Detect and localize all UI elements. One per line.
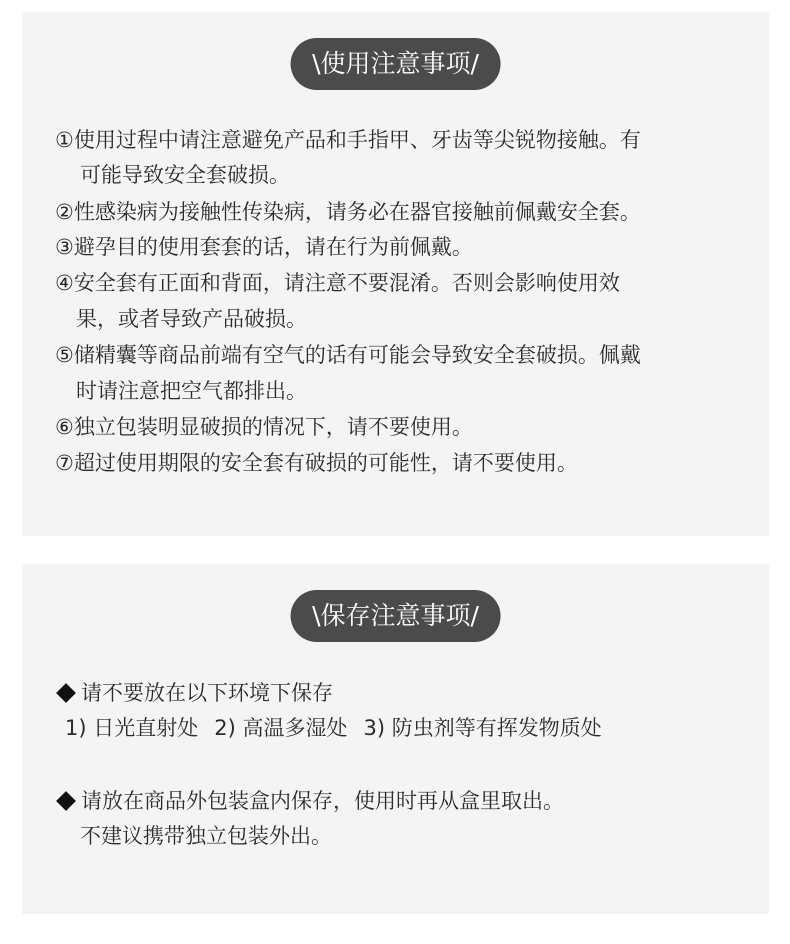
storage-env-3: 3) 防虫剂等有挥发物质处 (363, 716, 602, 740)
storage-env-1: 1) 日光直射处 (65, 716, 199, 740)
diamond-bullet-icon (56, 683, 76, 703)
usage-line-5-cont: 时请注意把空气都排出。 (76, 379, 307, 403)
storage-notes-panel (22, 564, 769, 914)
usage-line-5: ⑤储精囊等商品前端有空气的话有可能会导致安全套破损。佩戴 (55, 343, 641, 367)
usage-line-4: ④安全套有正面和背面，请注意不要混淆。否则会影响使用效 (55, 271, 620, 295)
storage-env-list (65, 713, 602, 743)
storage-item-2 (51, 786, 564, 816)
usage-line-1-cont: 可能导致安全套破损。 (80, 163, 290, 187)
usage-notes-title: \使用注意事项/ (290, 38, 501, 90)
usage-line-3: ③避孕目的使用套套的话，请在行为前佩戴。 (55, 235, 473, 259)
usage-line-6: ⑥独立包装明显破损的情况下，请不要使用。 (55, 415, 473, 439)
storage-item-2-cont: 不建议携带独立包装外出。 (80, 824, 332, 848)
usage-line-7: ⑦超过使用期限的安全套有破损的可能性，请不要使用。 (55, 451, 578, 475)
usage-notes-panel (22, 12, 769, 536)
storage-item-2-text: 请放在商品外包装盒内保存，使用时再从盒里取出。 (81, 789, 564, 813)
usage-line-2: ②性感染病为接触性传染病，请务必在器官接触前佩戴安全套。 (55, 200, 641, 224)
diamond-bullet-icon (56, 791, 76, 811)
usage-line-1: ①使用过程中请注意避免产品和手指甲、牙齿等尖锐物接触。有 (55, 128, 641, 152)
storage-item-1-text: 请不要放在以下环境下保存 (81, 681, 333, 705)
storage-item-1 (51, 678, 333, 708)
storage-env-2: 2) 高温多湿处 (214, 716, 348, 740)
storage-notes-title: \保存注意事项/ (290, 590, 501, 642)
usage-line-4-cont: 果，或者导致产品破损。 (76, 307, 307, 331)
